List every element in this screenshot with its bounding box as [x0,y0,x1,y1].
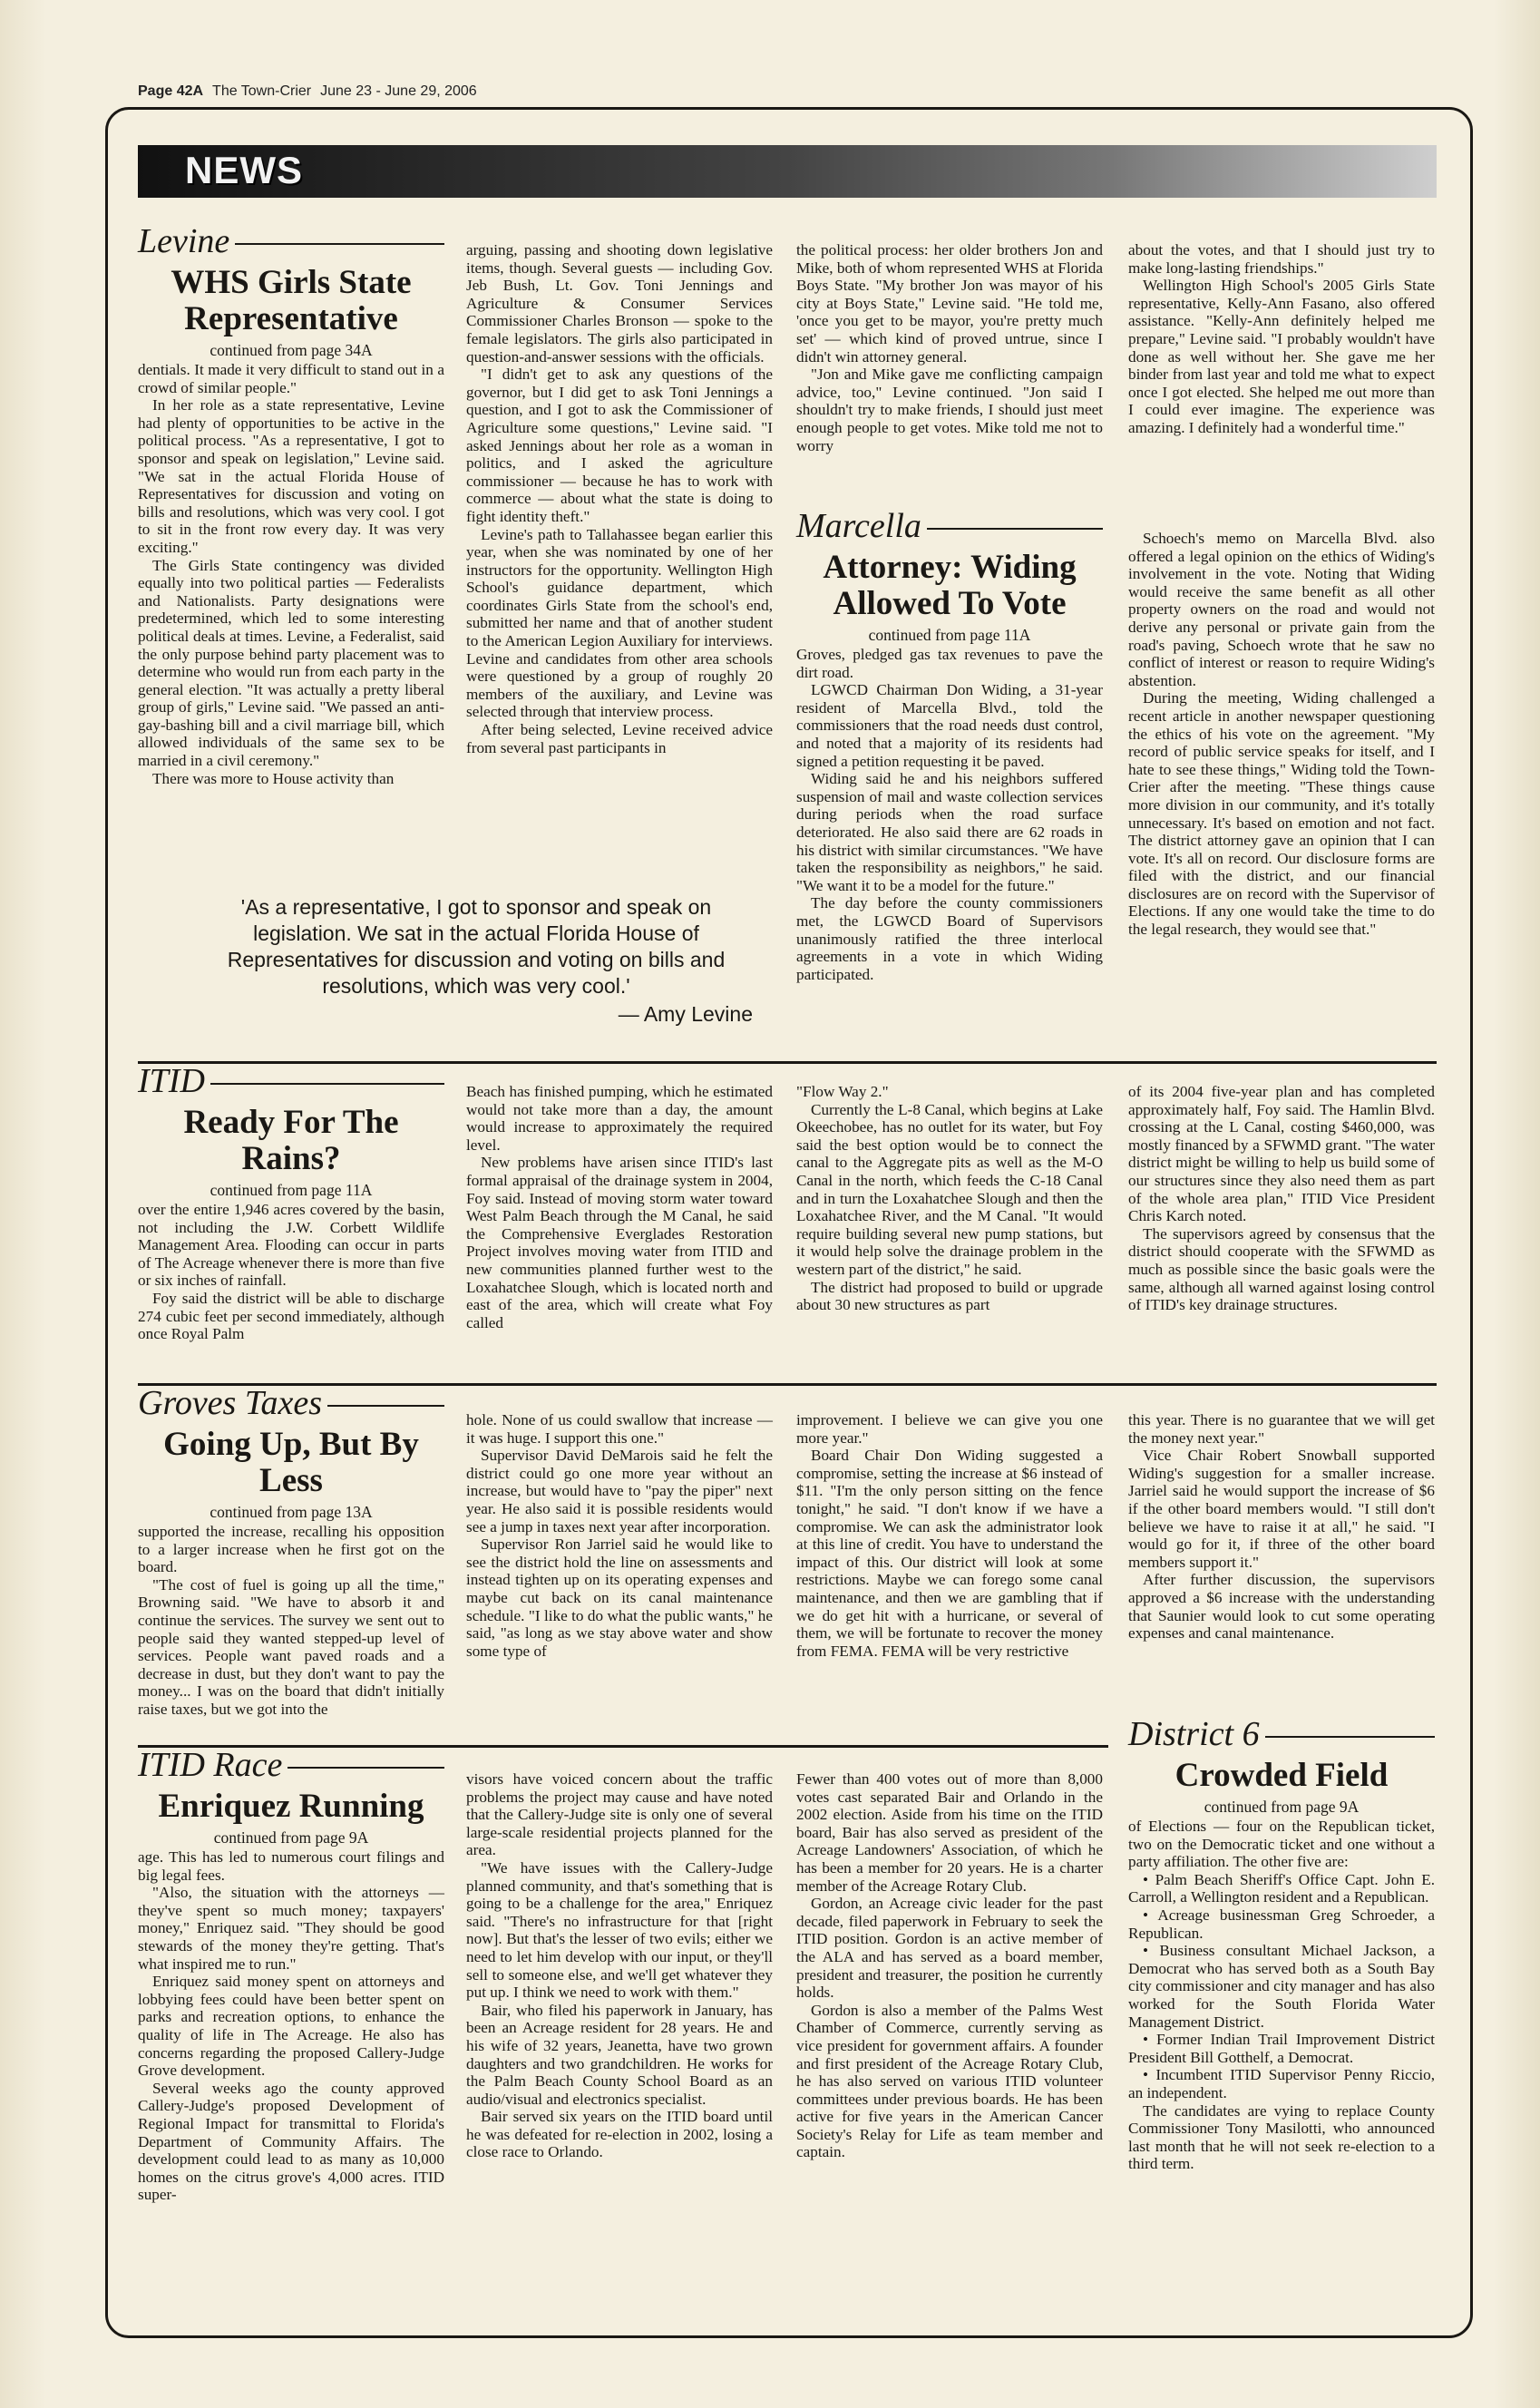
groves-column-4 [1128,1411,1435,1643]
paragraph: New problems have arisen since ITID's last formal appraisal of the drainage system in 2004, Foy said. Instead of moving storm water toward West Palm Beach through the M Canal, he said the Comprehensive Everglades Restoration Project involves moving water from ITID and new communities planned further west to the Loxahatchee Slough, which is located north and east of the area, which will create what Foy called [466,1154,773,1331]
paragraph: Fewer than 400 votes out of more than 8,000 votes cast separated Bair and Orlando in the 2002 election. Aside from his time on the ITID board, Bair has also served as president of the Acreage Landowners' Association, of which he has been a member for 20 years. He is a charter member of the Acreage Rotary Club. [796,1770,1103,1895]
itid-column-4 [1128,1083,1435,1314]
paragraph: "Jon and Mike gave me conflicting campaign advice, too," Levine continued. "Jon said I shouldn't try to make friends, I should just meet enough people to get votes. Mike told me not to worry [796,366,1103,454]
paragraph: During the meeting, Widing challenged a recent article in another newspaper questioning the ethics of his vote on the agreement. "My record of public service speaks for itself, and I hate to see these things," Widing told the Town-Crier after the meeting. "These things cause more division in our community, and it's totally unnecessary. It's based on emotion and not fact. The district attorney gave an opinion that I can vote. It's all on record. Our disclosure forms are filed with the district, and our financial disclosures are on record with the Supervisor of Elections. If any one would take the time to do the legal research, they would see that." [1128,689,1435,939]
paragraph: The supervisors agreed by consensus that the district should cooperate with the SFWMD as much as possible since the basic goals were the same, although all warned against losing control of ITID's key drainage structures. [1128,1224,1435,1314]
itid-race-headline: Enriquez Running [158,1788,424,1825]
marcella-kicker: Marcella [796,508,1103,544]
itid-race-continued: continued from page 9A [213,1828,369,1847]
list-item: • Business consultant Michael Jackson, a Democrat who has served both as a South Bay city commissioner and city manager and has also worked for the South Florida Water Management District. [1128,1942,1435,2031]
levine-kicker: Levine [138,223,444,259]
paragraph: about the votes, and that I should just try to make long-lasting friendships." [1128,241,1435,277]
paragraph: Vice Chair Robert Snowball supported Widing's suggestion for a smaller increase. Jarriel said he would support the increase of $6 if the other board members would. "I still don't believe we have to raise it at all," he said. "I would go for it, if three of the other board members support it." [1128,1447,1435,1571]
paragraph: arguing, passing and shooting down legislative items, though. Several guests — including Gov. Jeb Bush, Lt. Gov. Toni Jennings and Agriculture & Consumer Services Commissioner Charles Bronson — spoke to the female legislators. The girls also participated in question-and-answer sessions with the officials. [466,241,773,366]
paragraph: hole. None of us could swallow that increase — it was huge. I support this one." [466,1411,773,1447]
itid-column-1 [138,1063,444,1343]
paragraph: age. This has led to numerous court filings and big legal fees. [138,1848,444,1884]
paragraph: the political process: her older brothers Jon and Mike, both of whom represented WHS at Florida Boys State. "My brother Jon was mayor of his city at Boys State," Levine said. "He told me, 'once you get to be mayor, you're pretty much set' — which kind of proved untrue, since I didn't win attorney general. [796,241,1103,366]
district6-headline: Crowded Field [1174,1757,1389,1794]
paragraph: visors have voiced concern about the traffic problems the project may cause and have noted that the Callery-Judge site is only one of several large-scale residential projects planned for the area. [466,1770,773,1859]
paragraph: The Girls State contingency was divided equally into two political parties — Federalists and Nationalists. Party designations were predetermined, which led to some interesting political deals at times. Levine, a Federalist, said the only purpose behind party placement was to determine who would run from each party in the general election. "It was actually a pretty liberal group of girls," Levine said. "We passed an anti-gay-bashing bill and a civil marriage bill, which allowed individuals of the same sex to be married in a civil ceremony." [138,556,444,770]
paragraph: of its 2004 five-year plan and has completed approximately half, Foy said. The Hamlin Blvd. crossing at the L Canal, costing $460,000, was mostly financed by a SFWMD grant. "The water district might be willing to help us build some of our structures since they also need them as part of the whole area plan," ITID Vice President Chris Karch noted. [1128,1083,1435,1225]
paragraph: "Flow Way 2." [796,1083,889,1100]
groves-continued: continued from page 13A [210,1503,373,1521]
paragraph: "We have issues with the Callery-Judge planned community, and that's something that is going to be a challenge for the area," Enriquez said. "There's no infrastructure for that [right now]. But that's the lesser of two evils; either we need to let him develop with our input, or they'll sell to someone else, and we'll get whatever they put up. I think we need to work with them." [466,1858,773,2002]
pull-quote-text: 'As a representative, I got to sponsor and speak on legislation. We sat in the actual Florida House of Representatives for discussion and voting on bills and resolutions, which was very cool.' [227,895,726,998]
list-item: • Former Indian Trail Improvement District President Bill Gotthelf, a Democrat. [1128,2031,1435,2066]
groves-column-3 [796,1411,1103,1660]
pull-quote-attribution: — Amy Levine [618,1002,753,1026]
paragraph: The candidates are vying to replace County Commissioner Tony Masilotti, who announced last month that he will not seek re-election to a third term. [1128,2101,1435,2173]
paragraph: Currently the L-8 Canal, which begins at Lake Okeechobee, has no outlet for its water, but Foy said the best option would be to connect the canal to the Aggregate pits as well as the M-O Canal in the north, which feeds the C-18 Canal and in turn the Loxahatchee Slough and then the Loxahatchee River, and the M Canal. "It would require building several new pump stations, but it would help solve the drainage problem in the western part of the district," he said. [796,1100,1103,1278]
paragraph: dentials. It made it very difficult to stand out in a crowd of similar people." [138,361,444,396]
paragraph: The day before the county commissioners met, the LGWCD Board of Supervisors unanimously ratified the three interlocal agreements in a vote in which Widing participated. [796,894,1103,983]
itid-kicker: ITID [138,1063,444,1099]
paragraph: After being selected, Levine received advice from several past participants in [466,721,773,756]
levine-continued: continued from page 34A [210,341,373,359]
marcella-headline: Attorney: Widing Allowed To Vote [823,549,1077,622]
paragraph: LGWCD Chairman Don Widing, a 31-year resident of Marcella Blvd., told the commissioners that the road needs dust control, and noted that a majority of its residents had signed a petition requesting it be paved. [796,681,1103,770]
groves-headline: Going Up, But By Less [163,1426,419,1499]
itid-continued: continued from page 11A [210,1181,373,1199]
itid-column-3 [796,1083,1103,1314]
page-number: Page 42A [138,83,204,99]
paragraph: Bair, who filed his paperwork in January, has been an Acreage resident for 28 years. He and his wife of 32 years, Jeanetta, have two grown daughters and two grandchildren. He works for the Palm Beach County School Board as an audio/visual and electronics specialist. [466,2001,773,2108]
marcella-column-4 [1128,530,1435,939]
paragraph: There was more to House activity than [152,769,395,787]
district6-continued: continued from page 9A [1204,1798,1360,1816]
list-item: • Palm Beach Sheriff's Office Capt. John E. Carroll, a Wellington resident and a Republican. [1128,1870,1435,1906]
levine-column-2 [466,241,773,756]
paragraph: Wellington High School's 2005 Girls State representative, Kelly-Ann Fasano, also offered assistance. "Kelly-Ann definitely helped me prepare," Levine said. "I probably wouldn't have done as well without her. She gave me her binder from last year and told me what to expect once I got elected. She helped me out more than I could ever imagine. The experience was amazing. I definitely had a wonderful time." [1128,277,1435,436]
itid-race-column-2 [466,1770,773,2161]
paragraph: of Elections — four on the Republican ticket, two on the Democratic ticket and one without a party affiliation. The other five are: [1128,1818,1435,1871]
publication-name: The Town-Crier [212,83,312,99]
paragraph: Widing said he and his neighbors suffered suspension of mail and waste collection services during periods when the road surface deteriorated. He also said there are 62 roads in his district with similar circumstances. "We have taken the responsibility as neighbors," he said. "We want it to be a model for the future." [796,770,1103,894]
levine-headline: WHS Girls State Representative [171,264,412,337]
levine-column-1 [138,223,444,787]
paragraph: Enriquez said money spent on attorneys and lobbying fees could have been better spent on parks and recreation options, to enhance the quality of life in The Acreage. He also has concerns regarding the proposed Callery-Judge Grove development. [138,1973,444,2080]
paragraph: Levine's path to Tallahassee began earlier this year, when she was nominated by one of her instructors for the opportunity. Wellington High School's guidance department, which coordinates Girls State from the school's end, submitted her name and that of another student to the American Legion Auxiliary for interviews. Levine and candidates from other area schools were questioned by a group of roughly 20 members of the auxiliary, and Levine was selected through that interview process. [466,525,773,721]
pull-quote [200,894,753,1028]
paragraph: Several weeks ago the county approved Callery-Judge's proposed Development of Regional Impact for transmittal to Florida's Department of Community Affairs. The development could lead to as many as 10,000 homes on the citrus grove's 4,000 acres. ITID super- [138,2079,444,2204]
marcella-column-3 [796,508,1103,983]
district6-kicker: District 6 [1128,1716,1435,1752]
paragraph: supported the increase, recalling his opposition to a larger increase when he first got on the board. [138,1523,444,1576]
paragraph: Foy said the district will be able to discharge 274 cubic feet per second immediately, although once Royal Palm [138,1289,444,1343]
section-label: NEWS [185,149,303,191]
paragraph: Beach has finished pumping, which he estimated would not take more than a day, the amount would increase to approximately the required level. [466,1083,773,1154]
levine-column-3 [796,241,1103,454]
paragraph: In her role as a state representative, Levine had plenty of opportunities to be active in the political process. "As a representative, I got to sponsor and speak on legislation," Levine said. "We sat in the actual Florida House of Representatives for discussion and voting on bills and resolutions, which was very cool. I got to sit in the front row every day. It was very exciting." [138,396,444,556]
groves-kicker: Groves Taxes [138,1385,444,1421]
levine-column-4 [1128,241,1435,437]
paragraph: "I didn't get to ask any questions of the governor, but I did get to ask Toni Jennings a question, and I got to ask the Commissioner of Agriculture some questions," Levine said. "I asked Jennings about her role as a woman in politics, and I asked the agriculture commissioner — because he has to work with commerce — about what the state is doing to fight identity theft." [466,366,773,525]
district6-column-4 [1128,1716,1435,2173]
paragraph: Board Chair Don Widing suggested a compromise, setting the increase at $6 instead of $11. "I'm the only person sitting on the fence tonight," he said. "I don't know if we have a compromise. We can ask the administrator look at this line of credit. You have to understand the impact of this. Our district will look at some restrictions. Maybe we can forego some canal maintenance, and then we are gambling that if we do get hit with a hurricane, or several of them, we will be fortunate to recover the money from FEMA. FEMA will be very restrictive [796,1447,1103,1660]
list-item: • Incumbent ITID Supervisor Penny Riccio, an independent. [1128,2066,1435,2101]
itid-column-2 [466,1083,773,1331]
paragraph: Gordon, an Acreage civic leader for the past decade, filed paperwork in February to seek the ITID position. Gordon is an active member of the ALA and has served as a board member, president and treasurer, the position he currently holds. [796,1895,1103,2002]
paragraph: After further discussion, the supervisors approved a $6 increase with the understanding that Saunier would look to cut some operating expenses and canal maintenance. [1128,1571,1435,1643]
itid-race-column-3 [796,1770,1103,2161]
list-item: • Acreage businessman Greg Schroeder, a Republican. [1128,1906,1435,1942]
section-banner [138,145,1437,198]
paragraph: Groves, pledged gas tax revenues to pave the dirt road. [796,646,1103,681]
groves-column-2 [466,1411,773,1660]
paragraph: Supervisor David DeMarois said he felt the district could go one more year without an increase, but would have to "pay the piper" next year. He also said it is possible residents would see a jump in taxes next year after incorporation. [466,1447,773,1535]
issue-dates: June 23 - June 29, 2006 [320,83,477,99]
itid-race-kicker: ITID Race [138,1747,444,1783]
paragraph: this year. There is no guarantee that we will get the money next year." [1128,1411,1435,1447]
paragraph: improvement. I believe we can give you one more year." [796,1411,1103,1447]
paragraph: Bair served six years on the ITID board until he was defeated for re-election in 2002, losing a close race to Orlando. [466,2108,773,2161]
marcella-continued: continued from page 11A [868,626,1031,644]
groves-column-1 [138,1385,444,1719]
paragraph: "The cost of fuel is going up all the time," Browning said. "We have to absorb it and continue the services. The survey we sent out to people said they wanted stepped-up level of services. People want paved roads and a decrease in dust, but they don't want to pay the money... I was on the board that didn't initially raise taxes, but we got into the [138,1575,444,1718]
paragraph: over the entire 1,946 acres covered by the basin, not including the J.W. Corbett Wildlife Management Area. Flooding can occur in parts of The Acreage whenever there is more than five or six inches of rainfall. [138,1201,444,1290]
paragraph: The district had proposed to build or upgrade about 30 new structures as part [796,1278,1103,1314]
itid-headline: Ready For The Rains? [183,1104,399,1177]
running-head [138,83,477,100]
paragraph: "Also, the situation with the attorneys — they've spent so much money; taxpayers' money," Enriquez said. "They should be good stewards of the money they're getting. That's what inspired me to run." [138,1884,444,1973]
paragraph: Gordon is also a member of the Palms West Chamber of Commerce, currently serving as vice president for government affairs. A founder and first president of the Acreage Rotary Club, he has also served on various ITID volunteer committees under previous boards. He has been active for five years in the American Cancer Society's Relay for Life as team member and captain. [796,2001,1103,2161]
itid-race-column-1 [138,1747,444,2204]
paragraph: Supervisor Ron Jarriel said he would like to see the district hold the line on assessments and instead tighten up on its operating expenses and maybe cut back on its canal maintenance schedule. "I like to do what the public wants," he said, "as long as we stay above water and show some type of [466,1535,773,1660]
paragraph: Schoech's memo on Marcella Blvd. also offered a legal opinion on the ethics of Widing's involvement in the vote. Noting that Widing would receive the same benefit as all other property owners on the road and would not derive any personal or private gain from the road's paving, Schoech wrote that he saw no conflict of interest or reason to require Widing's abstention. [1128,530,1435,689]
